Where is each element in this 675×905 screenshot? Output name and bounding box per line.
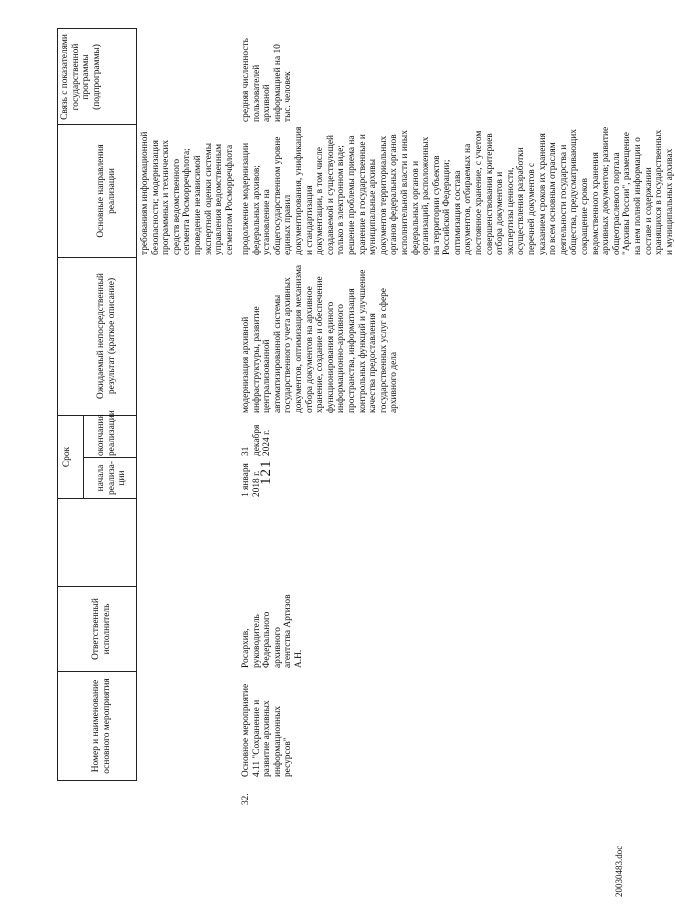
header-indicator-link: Связь с показателями государственной программы (подпрограммы) — [60, 34, 102, 120]
end-date: 31 декабря 2024 г. — [241, 424, 273, 456]
continued-directions: требованиям информационной безопасности; модернизация программных и технических средств ведомственного сегмента Росморречфлота; проведение независимой экспертной оценки системы управления ведомственным сегментом Росморречфлота — [140, 131, 235, 255]
responsible-executor: Росархив, руководитель Федерального архивного агентства Артизов А.Н. — [241, 594, 304, 668]
implementation-directions: продолжение модернизации федеральных архивов; установление на общегосударственном уровне единых правил документирования, унификация и стандартизация документации, в том числе создаваемой и существующей только в электронном виде; решение проблемы приема на хранение в государственные и муниципальные архивы документов территориальных органов федеральных органов исполнительной власти и иных федеральных органов и организаций, расположенных на территории субъектов Российской Федерации; оптимизация состава документов, отбираемых на постоянное хранение, с учетом совершенствования критериев отбора документов и экспертизы ценности, осуществления разработки перечней документов с указанием сроков их хранения по всем основным отраслям деятельности государства и общества, предусматривающих сокращение сроков ведомственного хранения архивных документов; развитие общеотраслевого портала "Архивы России", размещение на нем полной информации о составе и содержании хранящихся в государственных и муниципальных архивах — [241, 126, 675, 255]
col-border-4a — [83, 457, 137, 458]
header-executor: Ответственный исполнитель — [91, 598, 112, 660]
col-border-left — [57, 780, 137, 781]
document-id: 20030483.doc — [614, 845, 624, 897]
col-border-6 — [57, 257, 137, 258]
col-border-right — [57, 28, 137, 29]
header-number-name: Номер и наименование основного мероприятия — [91, 678, 112, 774]
expected-result: модернизация архивной инфраструктуры, развитие централизованной автоматизированной системы государственного учета архивных документов, оптимизация механизма отбора документов на архивное хранение, создание и обеспечение функционирования единого информационно-архивного пространства, информатизация контрольных функций и улучшение качества предоставления государственных услуг в сфере архивного дела — [241, 265, 400, 413]
header-result: Ожидаемый непосредственный результат (краткое описание) — [96, 273, 117, 399]
measure-name: Основное мероприятие 4.11 "Сохранение и развитие архивных информационных ресурсов" — [241, 683, 294, 777]
start-date: 1 января 2018 г. — [241, 463, 262, 497]
header-term-end: окончания реализации — [96, 410, 117, 456]
page-number: 121 — [258, 459, 274, 485]
col-border-2 — [57, 671, 137, 672]
header-term: Срок — [62, 446, 72, 468]
header-directions: Основные направления реализации — [96, 144, 117, 238]
header-term-start: начала реализа-ции — [96, 461, 128, 495]
row-number: 32. — [241, 793, 251, 805]
col-border-7 — [57, 124, 137, 125]
header-bottom-border — [136, 29, 137, 781]
col-border-4 — [57, 498, 137, 499]
col-border-3 — [57, 586, 137, 587]
table-top-border — [57, 29, 58, 781]
indicator-link: средняя численность пользователей архивной информацией на 10 тыс. человек — [241, 38, 294, 122]
